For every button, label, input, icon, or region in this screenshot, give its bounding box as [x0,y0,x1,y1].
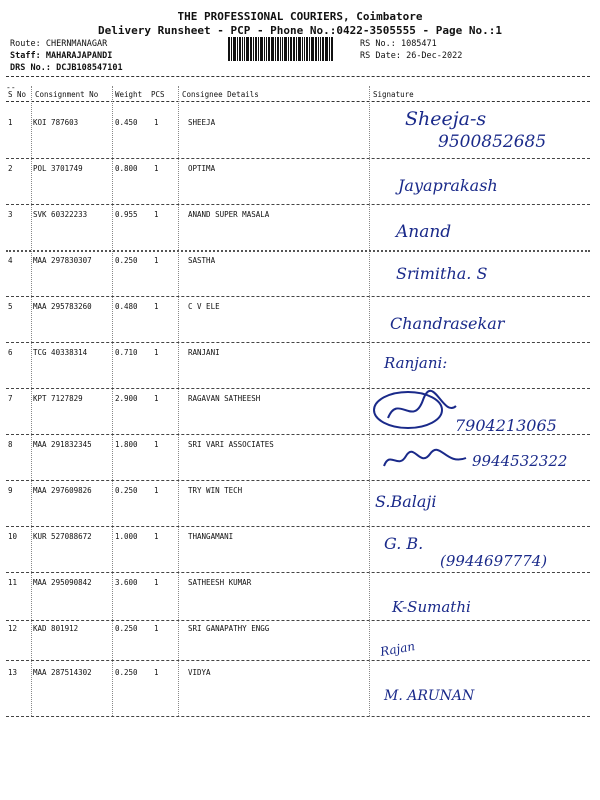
row-weight: 0.710 [115,348,138,357]
row-signature: K-Sumathi [392,598,471,616]
col-header-sno: S No [8,90,27,99]
row-consignment: KOI 787603 [33,118,79,127]
row-sno: 11 [8,578,18,587]
row-divider [6,434,590,435]
row-pcs: 1 [154,440,159,449]
row-divider [6,526,590,527]
row-consignment: MAA 295090842 [33,578,92,587]
row-pcs: 1 [154,624,159,633]
drs-value: DCJB108547101 [56,63,123,73]
row-handwritten-note: 7904213065 [455,416,557,435]
row-sno: 6 [8,348,13,357]
row-consignment: POL 3701749 [33,164,83,173]
staff-line [10,51,112,61]
row-pcs: 1 [154,256,159,265]
column-header-divider [6,101,590,102]
row-consignment: KAD 801912 [33,624,79,633]
row-consignee: ANAND SUPER MASALA [188,210,270,219]
table-row [0,578,600,624]
route-label: Route: [10,39,41,49]
row-weight: 0.250 [115,668,138,677]
row-signature: G. B. [384,534,424,553]
row-consignee: SHEEJA [188,118,216,127]
row-signature: Ranjani: [384,354,448,372]
row-weight: 3.600 [115,578,138,587]
row-divider [6,388,590,389]
rs-no-label: RS No.: [360,39,396,49]
col-header-pcs: PCS [151,90,165,99]
rs-date-value: 26-Dec-2022 [406,51,463,61]
row-signature: S.Balaji [375,492,437,511]
header-divider [6,76,590,77]
table-row [0,624,600,670]
row-handwritten-note: 9500852685 [438,132,547,152]
row-sno: 8 [8,440,13,449]
row-consignment: KUR 527088672 [33,532,92,541]
row-signature: Rajan [379,639,417,659]
row-sno: 5 [8,302,13,311]
row-pcs: 1 [154,394,159,403]
row-consignment: MAA 297830307 [33,256,92,265]
row-weight: 0.250 [115,256,138,265]
row-weight: 0.800 [115,164,138,173]
row-consignee: SRI GANAPATHY ENGG [188,624,270,633]
signature-scribble [380,446,470,474]
row-signature: Srimitha. S [396,264,488,283]
row-consignment: MAA 291832345 [33,440,92,449]
row-signature: Sheeja-s [405,108,487,130]
company-title: THE PROFESSIONAL COURIERS, Coimbatore [177,10,423,23]
row-divider [6,342,590,343]
row-pcs: 1 [154,486,159,495]
row-divider [6,660,590,661]
row-consignee: RAGAVAN SATHEESH [188,394,261,403]
row-weight: 0.450 [115,118,138,127]
row-consignment: SVK 60322233 [33,210,88,219]
row-handwritten-note: 9944532322 [472,452,568,470]
route-value: CHERNMANAGAR [45,39,108,49]
row-signature: Anand [396,222,452,242]
row-consignee: SATHEESH KUMAR [188,578,252,587]
row-consignment: MAA 287514302 [33,668,92,677]
row-consignee: SRI VARI ASSOCIATES [188,440,274,449]
rs-date-line [360,51,462,61]
col-header-weight: Weight [115,90,143,99]
row-consignment: KPT 7127829 [33,394,83,403]
row-divider [6,204,590,205]
row-pcs: 1 [154,302,159,311]
route-line [10,39,107,49]
row-pcs: 1 [154,210,159,219]
row-divider [6,250,590,252]
row-divider [6,716,590,717]
row-handwritten-note: (9944697774) [440,552,548,570]
row-consignee: OPTIMA [188,164,216,173]
row-consignee: C V ELE [188,302,220,311]
col-header-signature: Signature [373,90,414,99]
row-sno: 13 [8,668,18,677]
row-consignment: MAA 295783260 [33,302,92,311]
rs-no-line [360,39,437,49]
barcode [228,37,356,61]
row-signature: Chandrasekar [390,314,505,333]
row-sno: 3 [8,210,13,219]
row-pcs: 1 [154,118,159,127]
row-sno: 4 [8,256,13,265]
row-signature: Jayaprakash [398,176,498,195]
row-pcs: 1 [154,668,159,677]
row-consignment: TCG 40338314 [33,348,88,357]
row-sno: 7 [8,394,13,403]
row-consignee: THANGAMANI [188,532,234,541]
row-consignment: MAA 297609826 [33,486,92,495]
runsheet-subtitle: Delivery Runsheet - PCP - Phone No.:0422-3505555 - Page No.:1 [98,24,502,37]
staff-value: MAHARAJAPANDI [45,51,113,61]
row-divider [6,572,590,573]
row-pcs: 1 [154,578,159,587]
row-divider [6,620,590,621]
row-divider [6,296,590,297]
row-signature: M. ARUNAN [384,688,475,704]
row-pcs: 1 [154,348,159,357]
row-weight: 0.955 [115,210,138,219]
col-header-consignee: Consignee Details [182,90,259,99]
row-weight: 2.900 [115,394,138,403]
row-weight: 0.250 [115,486,138,495]
row-sno: 10 [8,532,18,541]
double-dash-mark: -- [6,83,16,92]
row-weight: 0.250 [115,624,138,633]
rs-date-label: RS Date: [360,51,401,61]
row-pcs: 1 [154,164,159,173]
row-pcs: 1 [154,532,159,541]
row-consignee: TRY WIN TECH [188,486,243,495]
row-sno: 12 [8,624,18,633]
row-divider [6,158,590,159]
rs-no-value: 1085471 [400,39,437,49]
row-weight: 1.800 [115,440,138,449]
table-row [0,668,600,714]
row-sno: 2 [8,164,13,173]
row-sno: 1 [8,118,13,127]
row-weight: 0.480 [115,302,138,311]
staff-label: Staff: [10,51,41,61]
drs-line [10,63,123,73]
row-consignee: RANJANI [188,348,220,357]
row-sno: 9 [8,486,13,495]
signature-scribble [368,388,463,438]
drs-label: DRS No.: [10,63,51,73]
col-header-consignment: Consignment No [35,90,99,99]
row-weight: 1.000 [115,532,138,541]
row-consignee: VIDYA [188,668,211,677]
row-divider [6,480,590,481]
row-consignee: SASTHA [188,256,216,265]
